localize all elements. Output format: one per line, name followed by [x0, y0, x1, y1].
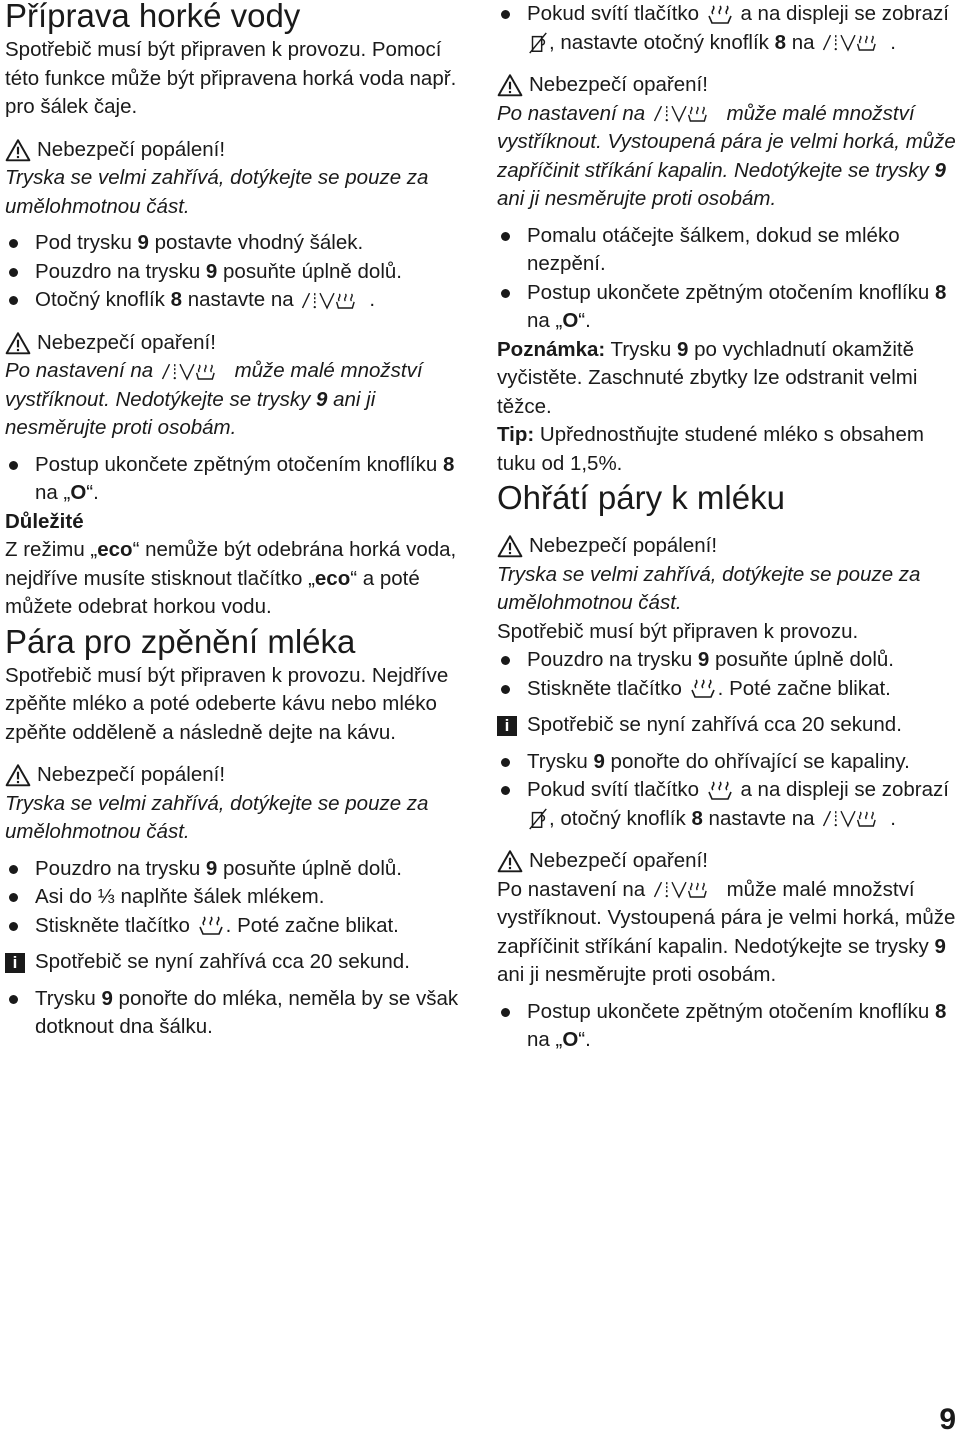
warning-scald-text: Po nastavení na může malé množství vystříknout. Vystoupená pára je velmi horká, může zapříčinit stříkání kapalin. Nedotýkejte se trysky 9 ani ji nesměrujte proti osobám. — [497, 101, 956, 210]
steam-setting-icon — [651, 878, 721, 902]
warning-scald-text: Po nastavení na může malé množství vystříknout. Vystoupená pára je velmi horká, může zapříčinit stříkání kapalin. Nedotýkejte se trysky 9 ani ji nesměrujte proti osobám. — [497, 877, 956, 986]
list-item: Stiskněte tlačítko . Poté začne blikat. — [5, 912, 470, 941]
warning-scald-heading: Nebezpečí opaření! — [497, 71, 957, 100]
important-heading: Důležité — [5, 509, 84, 533]
warning-scald-text: Po nastavení na může malé množství vystříknout. Nedotýkejte se trysky 9 ani ji nesměrujte proti osobám. — [5, 359, 423, 439]
list-item: Trysku 9 ponořte do mléka, neměla by se však dotknout dna šálku. — [5, 985, 470, 1042]
intro-text: Spotřebič musí být připraven k provozu. Nejdříve zpěňte mléko a poté odeberte kávu nebo mléko zpěňte odděleně a následně dejte na kávu. — [5, 663, 449, 744]
list-item: Otočný knoflík 8 nastavte na . — [5, 286, 470, 315]
warning-burn-heading: Nebezpečí popálení! — [5, 761, 470, 790]
left-column — [5, 0, 470, 1042]
list-item: Pod trysku 9 postavte vhodný šálek. — [5, 229, 470, 258]
list-item: Pouzdro na trysku 9 posuňte úplně dolů. — [5, 855, 470, 884]
info-icon: i — [5, 953, 25, 973]
intro-text: Spotřebič musí být připraven k provozu. — [497, 619, 859, 643]
warning-triangle-icon — [497, 534, 523, 558]
warning-burn-text: Tryska se velmi zahřívá, dotýkejte se pouze za umělohmotnou část. — [497, 562, 921, 614]
steam-button-icon — [705, 3, 735, 27]
steam-setting-icon — [820, 807, 890, 831]
intro-text: Spotřebič musí být připraven k provozu. Pomocí této funkce může být připravena horká voda např. pro šálek čaje. — [5, 38, 457, 118]
list-item: Pokud svítí tlačítko a na displeji se zobrazí , otočný knoflík 8 nastavte na . — [497, 776, 957, 833]
list-item: Pouzdro na trysku 9 posuňte úplně dolů. — [5, 258, 470, 287]
warning-triangle-icon — [5, 331, 31, 355]
list-item: Pokud svítí tlačítko a na displeji se zobrazí , nastavte otočný knoflík 8 na . — [497, 0, 957, 57]
section-title-heat-milk: Ohřátí páry k mléku — [497, 479, 785, 516]
warning-burn-text: Tryska se velmi zahřívá, dotýkejte se pouze za umělohmotnou část. — [5, 166, 429, 218]
steam-setting-icon — [651, 102, 721, 126]
list-item: Postup ukončete zpětným otočením knoflíku 8 na „O“. — [497, 998, 957, 1055]
warning-triangle-icon — [5, 763, 31, 787]
milk-display-icon — [527, 31, 549, 55]
page-number: 9 — [939, 1403, 956, 1436]
right-column — [497, 0, 957, 1055]
info-icon: i — [497, 716, 517, 736]
list-item: Postup ukončete zpětným otočením knoflíku 8 na „O“. — [497, 279, 957, 336]
warning-burn-text: Tryska se velmi zahřívá, dotýkejte se pouze za umělohmotnou část. — [5, 791, 429, 843]
info-note: i Spotřebič se nyní zahřívá cca 20 sekund. — [497, 711, 957, 740]
warning-scald-heading: Nebezpečí opaření! — [5, 329, 470, 358]
steam-setting-icon — [159, 360, 229, 384]
warning-burn-heading: Nebezpečí popálení! — [5, 136, 470, 165]
steam-button-icon — [705, 779, 735, 803]
steam-setting-icon — [820, 31, 890, 55]
section-title-milk-froth: Pára pro zpěnění mléka — [5, 622, 356, 660]
note-text: Poznámka: Trysku 9 po vychladnutí okamžitě vyčistěte. Zaschnuté zbytky lze odstranit velmi těžce. — [497, 337, 918, 418]
warning-scald-heading: Nebezpečí opaření! — [497, 847, 957, 876]
list-item: Pouzdro na trysku 9 posuňte úplně dolů. — [497, 646, 957, 675]
warning-burn-heading: Nebezpečí popálení! — [497, 532, 957, 561]
list-item: Stiskněte tlačítko . Poté začne blikat. — [497, 675, 957, 704]
important-text: Z režimu „eco“ nemůže být odebrána horká voda, nejdříve musíte stisknout tlačítko „eco“ a poté můžete odebrat horkou vodu. — [5, 538, 457, 618]
list-item: Pomalu otáčejte šálkem, dokud se mléko nezpění. — [497, 222, 957, 279]
list-item: Postup ukončete zpětným otočením knoflíku 8 na „O“. — [5, 451, 470, 508]
tip-text: Tip: Upřednostňujte studené mléko s obsahem tuku od 1,5%. — [497, 423, 924, 475]
section-title-hot-water: Příprava horké vody — [5, 0, 301, 34]
steam-setting-icon — [299, 289, 369, 313]
warning-triangle-icon — [497, 849, 523, 873]
steam-button-icon — [196, 914, 226, 938]
steam-button-icon — [688, 677, 718, 701]
warning-triangle-icon — [5, 138, 31, 162]
warning-triangle-icon — [497, 73, 523, 97]
list-item: Asi do ⅓ naplňte šálek mlékem. — [5, 883, 470, 912]
list-item: Trysku 9 ponořte do ohřívající se kapaliny. — [497, 748, 957, 777]
info-note: i Spotřebič se nyní zahřívá cca 20 sekund. — [5, 948, 470, 977]
milk-display-icon — [527, 807, 549, 831]
